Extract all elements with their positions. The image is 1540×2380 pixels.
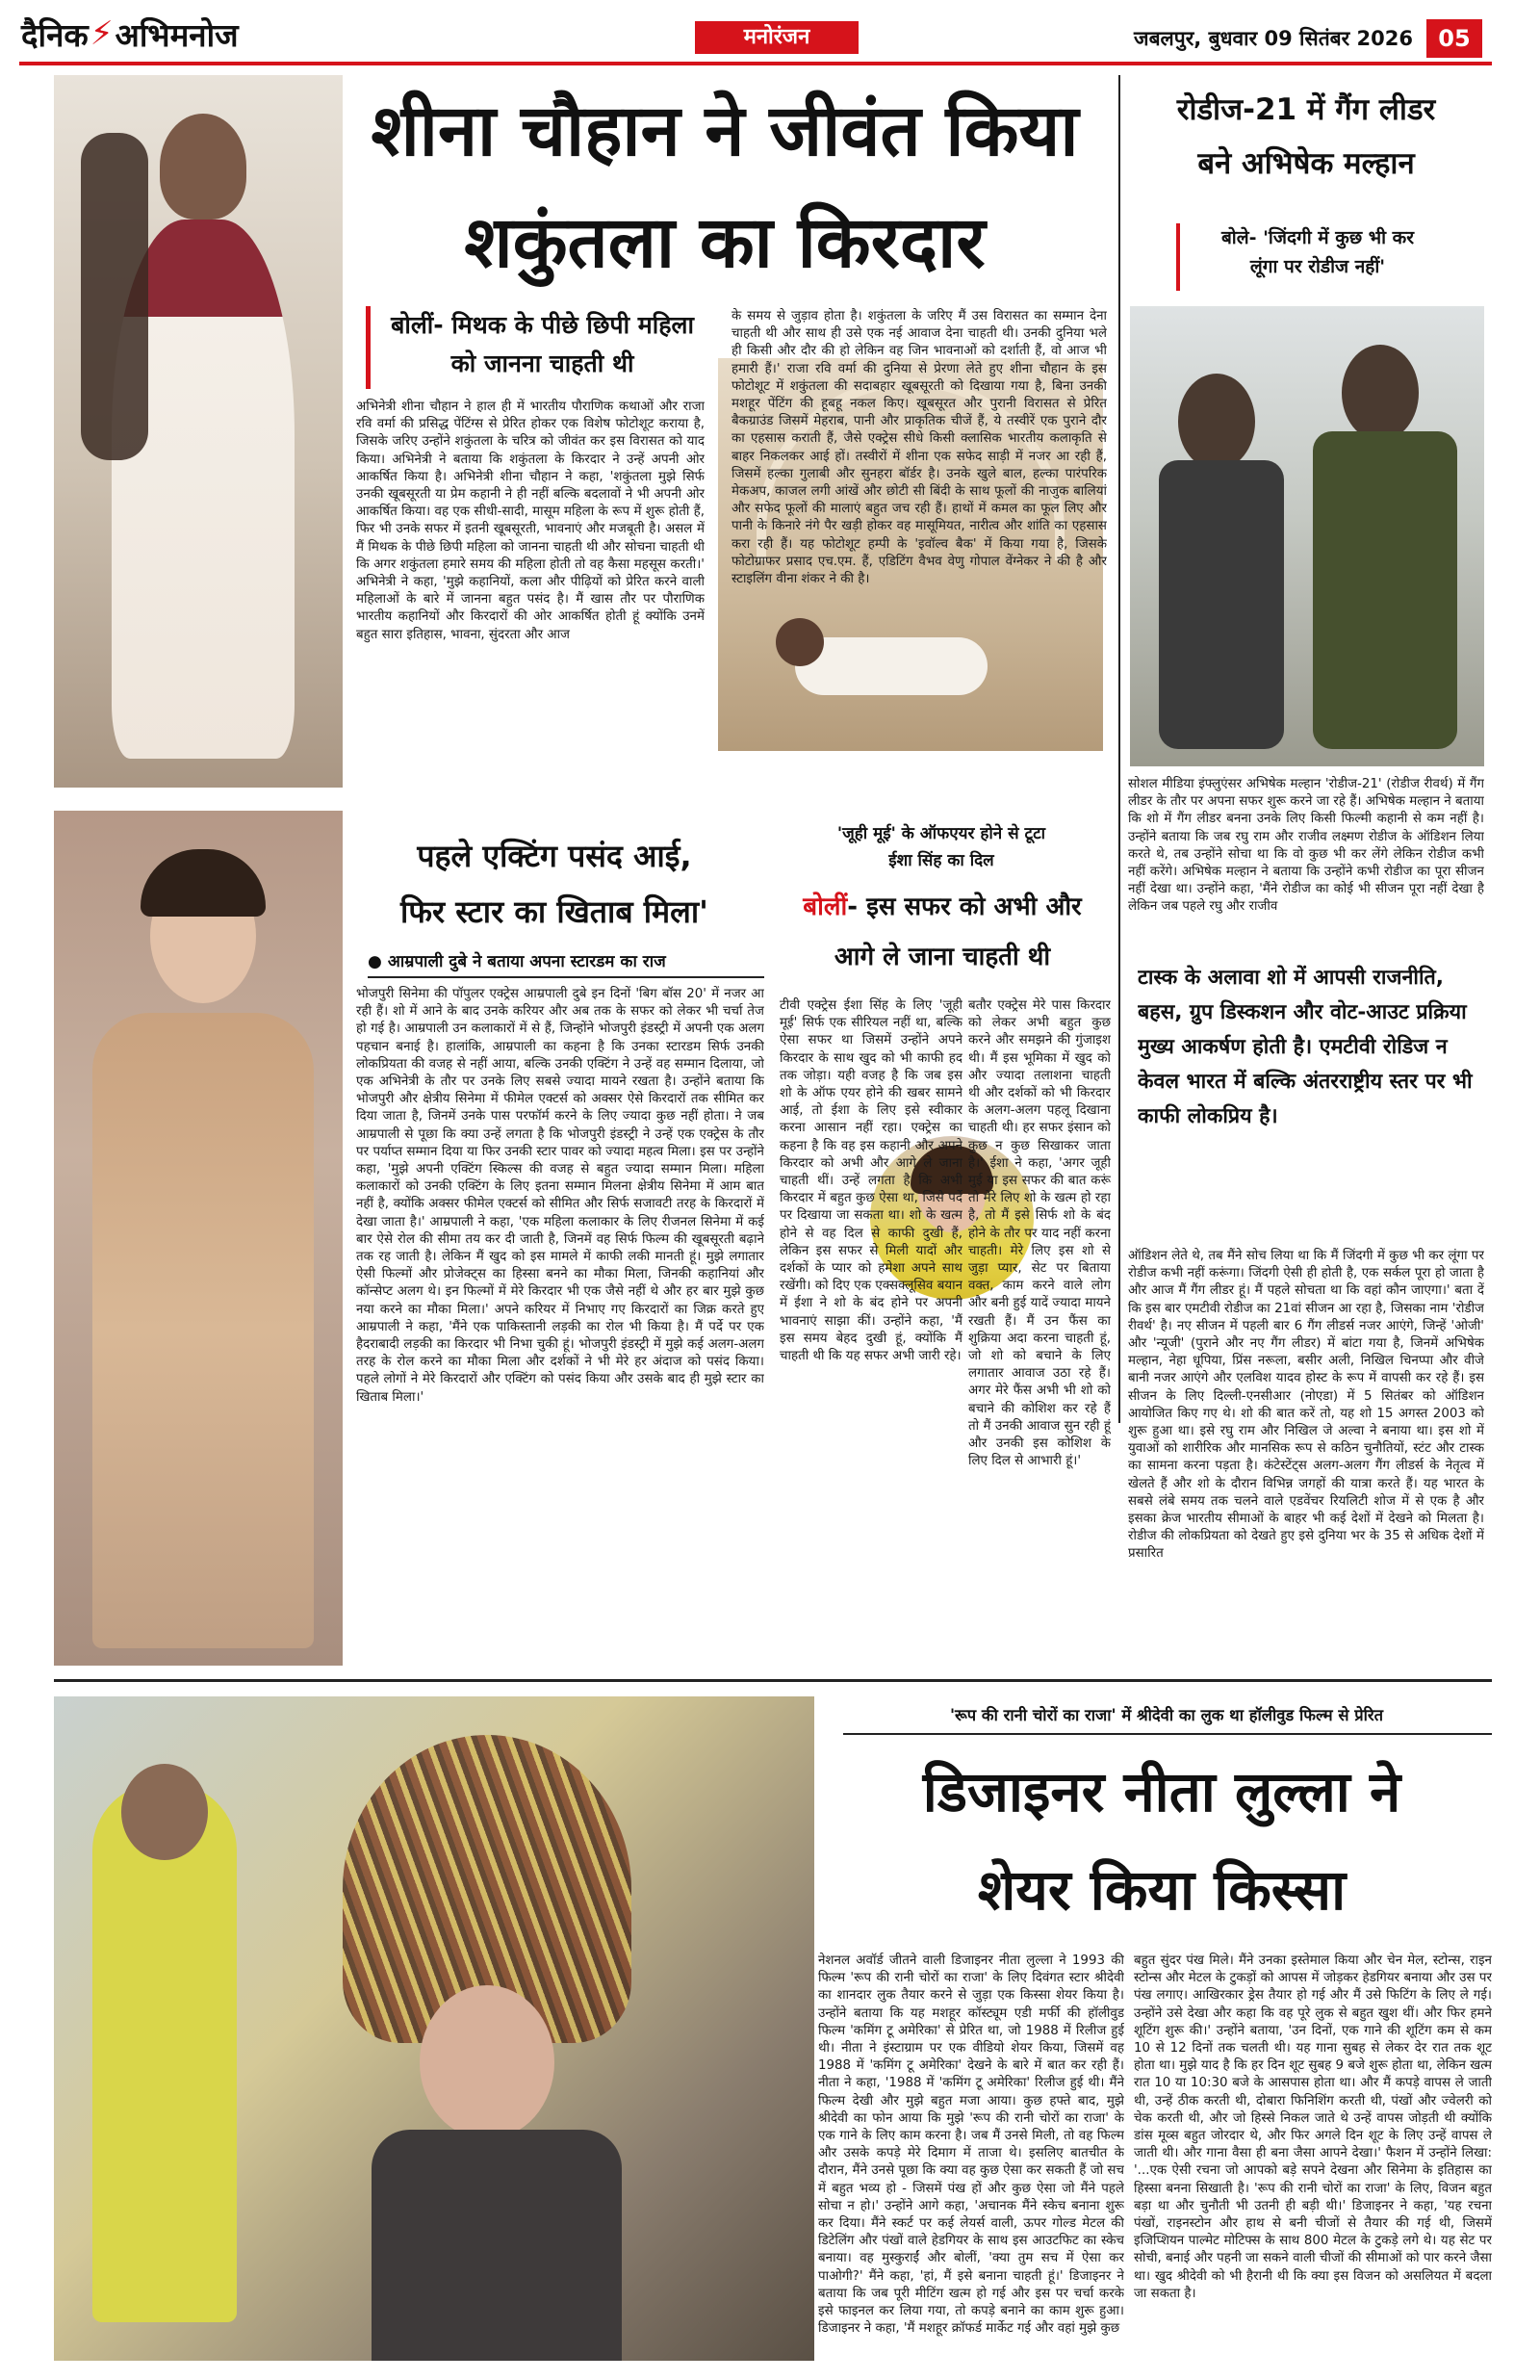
logo-bolt-icon: ⚡	[90, 14, 114, 53]
story5-col1: नेशनल अवॉर्ड जीतने वाली डिजाइनर नीता लुल्ला ने 1993 की फिल्म 'रूप की रानी चोरों का राजा' के लिए दिवंगत स्टार श्रीदेवी का शानदार लुक तैयार करने से जुड़ा एक किस्सा शेयर किया है। उन्होंने बताया कि यह मशहूर कॉस्ट्यूम एडी मर्फी की हॉलीवुड फिल्म 'कमिंग टू अमेरिका' से प्रेरित था, जो 1988 में रिलीज हुई थी। नीता ने इंस्टाग्राम पर एक वीडियो शेयर किया, जिसमें वह 1988 में 'कमिंग टू अमेरिका' देखने के बारे में बात कर रही हैं। नीता ने कहा, '1988 में 'कमिंग टू अमेरिका' रिलीज हुई थी। मैंने फिल्म देखी और मुझे बहुत मजा आया। कुछ हफ्ते बाद, मुझे श्रीदेवी का फोन आया कि मुझे 'रूप की रानी चोरों का राजा' के एक गाने के लिए काम करना है। जब मैं उनसे मिली, तो वह फिल्म और उसके कपड़े मेरे दिमाग में ताजा थे। इसलिए बातचीत के दौरान, मैंने उनसे पूछा कि क्या वह कुछ ऐसा कर सकती हैं जो सच में बहुत भव्य हो - जिसमें पंख हों और कुछ ऐसा जो मैंने पहले सोचा न हो।' उन्होंने आगे कहा, 'अचानक मैंने स्केच बनाना शुरू कर दिया। मैंने स्कर्ट पर कई लेयर्स वाली, ऊपर गोल्ड मेटल की डिटेलिंग और पंखों वाले हेडगियर के साथ इस आउटफिट का स्केच बनाया। वह मुस्कुराईं और बोलीं, 'क्या तुम सच में ऐसा कर पाओगी?' मैंने कहा, 'हां, मैं इसे बनाना चाहती हूं।' डिजाइनर ने बताया कि जब पूरी मीटिंग खत्म हो गई और इस पर चर्चा करके इसे फाइनल कर लिया गया, तो कपड़े बनाने का काम शुरू हुआ। डिजाइनर ने कहा, 'मैं मशहूर क्रॉफर्ड मार्केट गई और वहां मुझे कुछ	[818, 1953, 1124, 2337]
masthead-logo	[21, 10, 239, 58]
story5-kicker-rule	[843, 1733, 1492, 1735]
sheena-chauhan-photo	[54, 75, 343, 788]
section-label	[695, 21, 859, 54]
story3-headline	[343, 828, 766, 961]
story3-headline-line2: फिर स्टार का खिताब मिला'	[400, 893, 708, 930]
story1-subhead-line1: बोलीं- मिथक के पीछे छिपी महिला	[391, 311, 694, 339]
story1-subhead-line2: को जानना चाहती थी	[450, 349, 634, 377]
story5-col2: बहुत सुंदर पंख मिले। मैंने उनका इस्तेमाल किया और चेन मेल, स्टोन्स, राइन स्टोन्स और मेटल के टुकड़ों को आपस में जोड़कर हेडगियर बनाया और उस पर पंख लगाए। आखिरकार ड्रेस तैयार हो गई और मैं उसे फिटिंग के लिए ले गई। उन्होंने उसे देखा और कहा कि वह पूरे लुक से बहुत खुश थीं। और फिर हमने शूटिंग शुरू की।' उन्होंने बताया, 'उन दिनों, एक गाने की शूटिंग कम से कम 10 से 12 दिनों तक चलती थी। यह गाना सुबह से लेकर देर रात तक शूट होता था। मुझे याद है कि हर दिन शूट सुबह 9 बजे शुरू होता था, लेकिन खत्म रात 10 या 10:30 बजे के आसपास होता था। और मैं कपड़े वापस ले जाती थी, उन्हें ठीक करती थी, दोबारा फिनिशिंग करती थी, पंखों और ज्वेलरी को चेक करती थी, और जो हिस्से निकल जाते थे उन्हें वापस जोड़ती थी क्योंकि डांस मूव्स बहुत जोरदार थे, और फिर अगले दिन शूट के लिए उन्हें वापस ले जाती थी। और गाना वैसा ही बना जैसा आपने देखा।' फैशन में उन्होंने लिखा: '...एक ऐसी रचना जो आपको बड़े सपने देखना और सिनेमा के इतिहास का हिस्सा बनना सिखाती है। 'रूप की रानी चोरों का राजा' के लिए, विजन बहुत बड़ा था और चुनौती भी उतनी ही बड़ी थी।' डिजाइनर ने कहा, 'यह रचना पंखों, राइनस्टोन और हाथ से बनी चीजों से तैयार की गई थी, जिसमें इजिप्शियन पाल्मेट मोटिफ्स के साथ 800 मेटल के टुकड़े लगे थे। यह सेट पर सोची, बनाई और पहनी जा सकने वाली चीजों की सीमाओं को पार करने जैसा था। खुद श्रीदेवी को भी हैरानी थी कि क्या इस विजन को असलियत में बदला जा सकता है।	[1134, 1953, 1492, 2301]
neeta-lulla-sridevi-photo	[54, 1696, 814, 2361]
story3-tagline-text: आम्रपाली दुबे ने बताया अपना स्टारडम का राज	[387, 952, 666, 971]
bottom-section-rule	[54, 1679, 1492, 1682]
story4-headline-line2: आगे ले जाना चाहती थी	[834, 943, 1051, 971]
story2-subhead	[1176, 223, 1455, 291]
story3-tagline	[368, 949, 762, 974]
story4-kicker	[778, 820, 1105, 876]
story4-headline-line1	[774, 882, 1111, 932]
story1-headline-line1: शीना चौहान ने जीवंत किया	[371, 90, 1079, 172]
story1-subhead	[366, 306, 714, 389]
amrapali-dubey-photo	[54, 811, 343, 1666]
bullet-icon: ●	[368, 952, 382, 971]
story1-headline	[345, 75, 1105, 298]
story2-body1: सोशल मीडिया इंफ्लुएंसर अभिषेक मल्हान 'रोडीज-21' (रोडीज रीवर्थ) में गैंग लीडर के तौर पर अपना सफर शुरू करने जा रहे हैं। अभिषेक मल्हान ने बताया कि शो में गैंग लीडर बनना उनके लिए किसी फिल्मी कहानी से कम नहीं है। उन्होंने बताया कि जब रघु राम और राजीव लक्ष्मण रोडीज के ऑडिशन लिया करते थे, तब उन्होंने सोचा था कि वो कुछ भी कर लेंगे लेकिन रोडीज कभी नहीं करेंगे। अभिषेक मल्हान ने बताया कि उन्होंने कभी रोडीज का पूरा सीजन नहीं देखा था। उन्होंने कहा, 'मैंने रोडीज का कोई भी सीजन पूरा नहीं देखा है लेकिन जब पहले रघु और राजीव	[1128, 777, 1484, 915]
story1-headline-line2: शकुंतला का किरदार	[464, 201, 986, 284]
page-number	[1426, 19, 1482, 58]
story3-tagline-rule	[368, 976, 764, 978]
story4-kicker-line2: ईशा सिंह का दिल	[888, 851, 994, 870]
story4-col1: टीवी एक्ट्रेस ईशा सिंह के लिए 'जूही मूई' सिर्फ एक सीरियल नहीं था, बल्कि ऐसा सफर था जिसमें उन्होंने अपने किरदार के साथ खुद को भी काफी हद तक जोड़ा। यही वजह है कि जब इस शो के ऑफ एयर होने की खबर सामने आई, तो ईशा के लिए इसे स्वीकार करना आसान नहीं रहा। एक्ट्रेस का कहना है कि वह इस कहानी और अपने किरदार को अभी और आगे ले जाना चाहती थीं। उन्हें लगता है कि अभी किरदार में बहुत कुछ ऐसा था, जिसे पर्दे पर दिखाया जा सकता था। शो के खत्म होने से वह दिल से काफी दुखी हैं, लेकिन इस सफर से मिली यादों और दर्शकों के प्यार को हमेशा अपने साथ रखेंगी। को दिए एक एक्सक्लूसिव बयान में ईशा ने शो के बंद होने पर अपनी भावनाएं साझा कीं। उन्होंने कहा, 'मैं इस समय बेहद दुखी हूं, क्योंकि मैं चाहती थी कि यह सफर अभी जारी रहे।	[780, 998, 962, 1364]
section-label-text: मनोरंजन	[743, 25, 810, 49]
masthead	[0, 0, 1540, 67]
story5-headline-line2: शेयर किया किस्सा	[977, 1857, 1347, 1923]
story2-subhead-line1: बोले- 'जिंदगी में कुछ भी कर	[1220, 227, 1415, 248]
story2-headline-line2: बने अभिषेक मल्हान	[1197, 146, 1415, 181]
dateline: जबलपुर, बुधवार 09 सितंबर 2026	[1133, 27, 1413, 50]
story3-headline-line1: पहले एक्टिंग पसंद आई,	[417, 838, 692, 874]
logo-text-right: अभिमनोज	[115, 15, 239, 54]
story2-headline-line1: रोडीज-21 में गैंग लीडर	[1176, 92, 1436, 127]
story1-col2: के समय से जुड़ाव होता है। शकुंतला के जरिए मैं उस विरासत का सम्मान देना चाहती थी और साथ ही उसे एक नई आवाज देना चाहती थी। उनकी दुनिया भले ही किसी और दौर की हो लेकिन वह जिन भावनाओं को दर्शाती हैं, वो आज भी हमारी हैं।' राजा रवि वर्मा की दुनिया से प्रेरणा लेते हुए शीना चौहान के इस फोटोशूट में शकुंतला की सदाबहार खूबसूरती को दिखाया गया है, बिना उनकी मशहूर पेंटिंग की हूबहू नकल किए। खूबसूरत और पुरानी विरासत से प्रेरित बैकग्राउंड जिसमें मेहराब, पानी और प्राकृतिक चीजें हैं, ये तस्वीरें एक पुराने दौर का एहसास कराती हैं, जैसे एक्ट्रेस सीधे किसी क्लासिक भारतीय कलाकृति से बाहर निकलकर आई हों। तस्वीरों में शीना एक सफेद साड़ी में नजर आ रही हैं, जिसमें हल्का गुलाबी और सुनहरा बॉर्डर है। उनके खुले बाल, हल्का पारंपरिक मेकअप, काजल लगी आंखें और छोटी सी बिंदी के साथ फूलों की नाजुक बालियां और सफेद फूलों की मालाएं बहुत जच रही हैं। हाथों में कमल का फूल लिए और पानी के किनारे नंगे पैर खड़ी होकर वह मासूमियत, नारीत्व और शांति का एहसास करा रही हैं। यह फोटोशूट हम्पी के 'इवॉल्व बैक' में किया गया है, जिसके फोटोग्राफर प्रसाद एच.एम. हैं, एडिटिंग वैभव वेणु गोपाल वेंग्नेकर ने की है और स्टाइलिंग वीना शंकर ने की है।	[732, 309, 1107, 587]
story5-headline-line1: डिजाइनर नीता लुल्ला ने	[922, 1759, 1401, 1824]
story2-headline	[1128, 83, 1484, 196]
story2-pullquote: टास्क के अलावा शो में आपसी राजनीति, बहस, ग्रुप डिस्कशन और वोट-आउट प्रक्रिया मुख्य आकर्षण होती है। एमटीवी रोडिज न केवल भारत में बल्कि अंतरराष्ट्रीय स्तर पर भी काफी लोकप्रिय है।	[1138, 966, 1473, 1128]
logo-text-left: दैनिक	[21, 15, 89, 54]
story4-kicker-line1: 'जूही मूई' के ऑफएयर होने से टूटा	[836, 824, 1046, 843]
page-number-text: 05	[1438, 25, 1471, 52]
story4-headline	[774, 882, 1111, 992]
story4-headline-line1-rest: - इस सफर को अभी और	[847, 892, 1082, 921]
story4-col2: बतौर एक्ट्रेस मेरे पास किरदार को लेकर अभी बहुत कुछ करने और समझने की गुंजाइश थी। मैं इस भूमिका में खुद को और ज्यादा तलाशना चाहती थी और दर्शकों को भी किरदार के अलग-अलग पहलू दिखाना चाहती थी। हर सफर इंसान को कुछ न कुछ सिखाकर जाता है।' ईशा ने कहा, 'अगर जूही मुई या इस सफर की बात करूं तो मेरे लिए शो के खत्म हो रहा है, तो मैं इसे सिर्फ शो के बंद होने के तौर पर याद नहीं करना चाहती। मेरे लिए इस शो से जुड़ा प्यार, सेट पर बिताया वक्त, काम करने वाले लोग और बनी हुई यादें ज्यादा मायने रखती हैं। मैं उन फैंस का शुक्रिया अदा करना चाहती हूं, जो शो को बचाने के लिए लगातार आवाज उठा रहे हैं। अगर मेरे फैंस अभी भी शो को बचाने की कोशिश कर रहे हैं तो मैं उनकी आवाज सुन रही हूं और उनकी इस कोशिश के लिए दिल से आभारी हूं।'	[968, 998, 1111, 1469]
story1-col1: अभिनेत्री शीना चौहान ने हाल ही में भारतीय पौराणिक कथाओं और राजा रवि वर्मा की प्रसिद्ध पेंटिंग्स से प्रेरित होकर एक विशेष फोटोशूट कराया है, जिसके जरिए उन्होंने शकुंतला के चरित्र को जीवंत कर इस विरासत को याद किया। अभिनेत्री ने बताया कि शकुंतला के किरदार ने उन्हें अपनी ओर आकर्षित किया है। अभिनेत्री शीना चौहान ने कहा, 'शकुंतला मुझे सिर्फ उनकी खूबसूरती या प्रेम कहानी ने ही नहीं बल्कि बदलावों ने भी अपनी ओर आकर्षित किया। वह एक सीधी-सादी, मासूम महिला के रूप में शुरू होती हैं, फिर भी उनके सफर में इतनी खूबसूरती, भावनाएं और मजबूती है। असल में मैं मिथक के पीछे छिपी महिला को जानना चाहती थी और सोचना चाहती थी कि अगर शकुंतला हमारे समय की महिला होती तो वह कैसा महसूस करती।' अभिनेत्री ने कहा, 'मुझे कहानियों, कला और पीढ़ियों को प्रेरित करने वाली महिलाओं के बारे में जानना बहुत पसंद है। मैं खास तौर पर पौराणिक भारतीय कहानियों और किरदारों की ओर आकर्षित होती हूं क्योंकि उनमें बहुत सारा इतिहास, भावना, सुंदरता और आज	[356, 400, 705, 642]
story5-headline	[830, 1743, 1494, 1943]
story4-headline-red: बोलीं	[803, 892, 848, 921]
masthead-rule	[19, 62, 1492, 65]
story2-body2: ऑडिशन लेते थे, तब मैंने सोच लिया था कि मैं जिंदगी में कुछ भी कर लूंगा पर रोडीज कभी नहीं करूंगा। जिंदगी ऐसी ही होती है, एक सर्कल पूरा हो जाता है और आज मैं गैंग लीडर हूं। मैं पहले सोचता था कि वहां कौन जाएगा।' बता दें कि इस बार एमटीवी रोडीज का 21वां सीजन आ रहा है, जिसका नाम 'रोडीज रीवर्थ' है। नए सीजन में पहली बार 6 गैंग लीडर्स नजर आएंगे, जिन्हें 'ओजी' और 'न्यूजी' (पुराने और नए गैंग लीडर) में बांटा गया है, जिनमें अभिषेक मल्हान, नेहा धूपिया, प्रिंस नरूला, बसीर अली, निखिल चिनप्पा और वीजे बानी नजर आएंगे और एलविश यादव होस्ट के रूप में वापसी कर रहे हैं। इस सीजन के लिए दिल्ली-एनसीआर (नोएडा) में 5 सितंबर को ऑडिशन आयोजित किए गए थे। शो की बात करें तो, यह शो 15 अगस्त 2003 को शुरू हुआ था। इसे रघु राम और निखिल जे अल्वा ने बनाया था। इस शो में युवाओं को शारीरिक और मानसिक रूप से कठिन चुनौतियों, स्टंट और टास्क का सामना करना पड़ता है। कंटेस्टेंट्स अलग-अलग गैंग लीडर्स के नेतृत्व में खेलते हैं और शो के दौरान विभिन्न जगहों की यात्रा करते हैं। यह भारत के सबसे लंबे समय तक चलने वाले एडवेंचर रियलिटी शोज में से एक है और इसका क्रेज भारतीय सीमाओं के बाहर भी कई देशों में देखने को मिलता है। रोडीज की लोकप्रियता को देखते हुए इसे दुनिया भर के 35 से अधिक देशों में प्रसारित	[1128, 1249, 1484, 1562]
story2-subhead-line2: लूंगा पर रोडीज नहीं'	[1249, 256, 1386, 277]
story5-kicker: 'रूप की रानी चोरों का राजा' में श्रीदेवी का लुक था हॉलीवुड फिल्म से प्रेरित	[949, 1706, 1384, 1724]
story3-body: भोजपुरी सिनेमा की पॉपुलर एक्ट्रेस आम्रपाली दुबे इन दिनों 'बिग बॉस 20' में नजर आ रही हैं। शो में आने के बाद उनके करियर और अब तक के सफर को लेकर भी चर्चा तेज हो गई है। आम्रपाली उन कलाकारों में से हैं, जिन्होंने भोजपुरी इंडस्ट्री में अपनी एक अलग पहचान बनाई है। हालांकि, आम्रपाली का कहना है कि उनका स्टारडम सिर्फ उनकी लोकप्रियता की वजह से नहीं आया, बल्कि उनकी एक्टिंग ने उन्हें वह सम्मान दिलाया, जो एक अभिनेत्री के तौर पर उनके लिए सबसे ज्यादा मायने रखता है। उन्होंने बताया कि भोजपुरी और क्षेत्रीय सिनेमा में फीमेल एक्टर्स को अक्सर ऐसे किरदारों तक सीमित कर दिया जाता है, जिनमें उनके पास परफॉर्म करने के लिए ज्यादा कुछ नहीं होता। ने जब आम्रपाली से पूछा कि क्या उन्हें लगता है कि भोजपुरी इंडस्ट्री ने उन्हें एक एक्ट्रेस के तौर पर पर्याप्त सम्मान दिया या फिर उनकी स्टार पावर को ज्यादा महत्व मिला। इस पर उन्होंने कहा, 'मुझे अपनी एक्टिंग स्किल्स की वजह से बहुत ज्यादा सम्मान मिला। महिला कलाकारों को उनकी एक्टिंग के लिए इतना सम्मान मिलना क्षेत्रीय सिनेमा में आम बात नहीं है, क्योंकि अक्सर फीमेल एक्टर्स को सीमित और सिर्फ सजावटी तरह के किरदारों में देखा जाता है।' आम्रपाली ने कहा, 'एक महिला कलाकार के लिए रीजनल सिनेमा में कई बार ऐसे रोल की सीमा तय कर दी जाती है, जिनमें वह सिर्फ फिल्म की खूबसूरती बढ़ाने तक रह जाती है। लेकिन मैं खुद को इस मामले में काफी लकी मानती हूं। मुझे लगातार ऐसी फिल्मों और प्रोजेक्ट्स का हिस्सा बनने का मौका मिला, जिनकी कहानियां और कॉन्सेप्ट अलग थे। इन फिल्मों में मेरे किरदार भी एक जैसे नहीं थे और हर बार मुझे कुछ नया करने का मौका मिला।' अपने करियर में निभाए गए किरदारों का जिक्र करते हुए आम्रपाली ने कहा, 'मैंने एक पाकिस्तानी लड़की का रोल भी किया है। मैं पर्दे पर एक हैदराबादी लड़की का किरदार भी निभा चुकी हूं। भोजपुरी इंडस्ट्री में मुझे कई अलग-अलग तरह के रोल करने का मौका मिला और दर्शकों ने भी मेरे हर अंदाज को पसंद किया। पहले लोगों ने मेरे किरदारों और एक्टिंग को पसंद किया और उसके बाद ही मुझे स्टार का खिताब मिला।'	[356, 987, 764, 1405]
abhishek-malhan-photo	[1130, 306, 1484, 766]
